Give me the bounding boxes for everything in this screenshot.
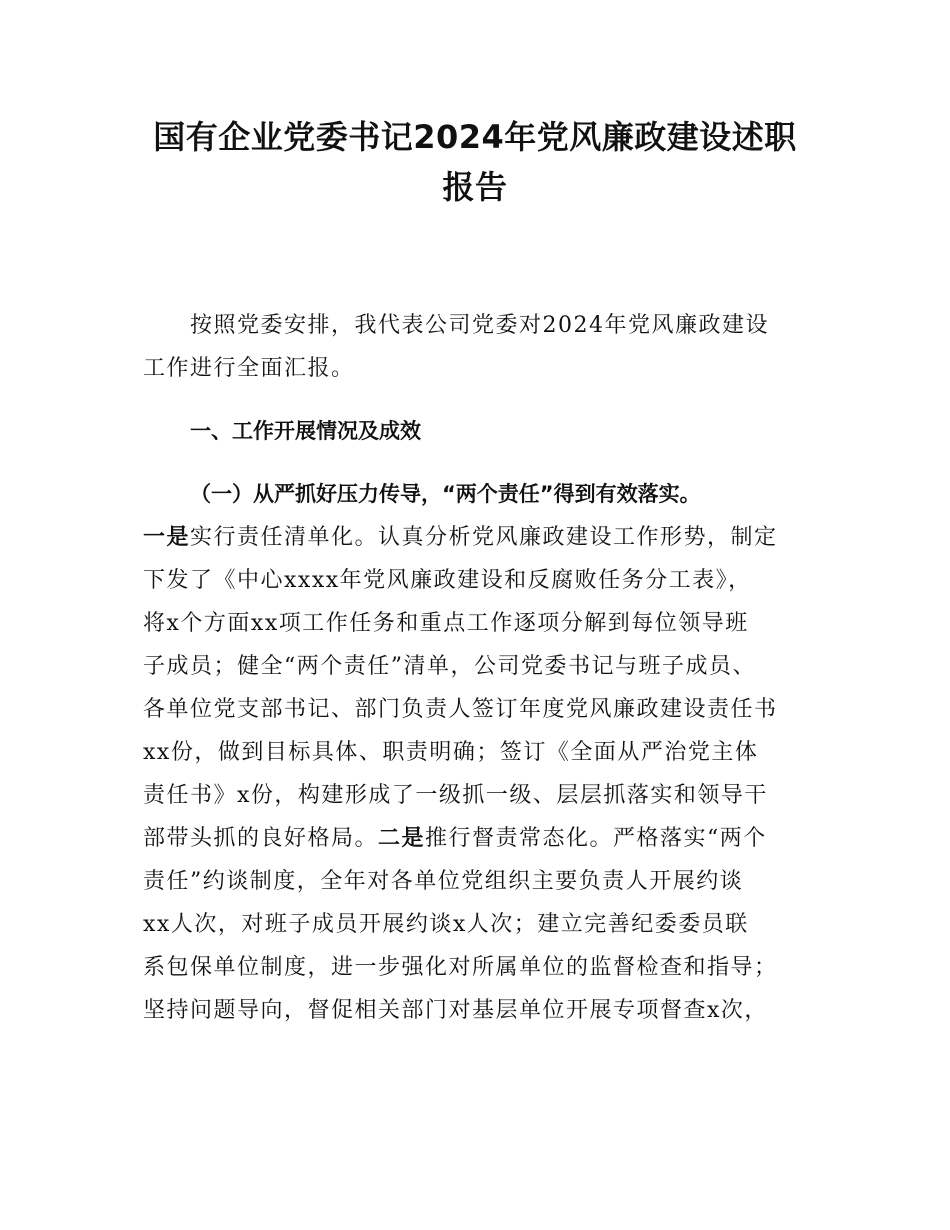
keyword-second: 二是 bbox=[378, 826, 426, 851]
paragraph-line-2: 下发了《中心xxxx年党风廉政建设和反腐败任务分工表》， bbox=[143, 568, 752, 593]
intro-line-1: 按照党委安排，我代表公司党委对2024年党风廉政建设 bbox=[190, 313, 769, 338]
section-heading-1: 一、工作开展情况及成效 bbox=[190, 419, 421, 443]
paragraph-line-12: 坚持问题导向，督促相关部门对基层单位开展专项督查x次， bbox=[143, 998, 768, 1023]
paragraph-line-8-pre: 部带头抓的良好格局。 bbox=[143, 826, 379, 851]
paragraph-line-9: 责任”约谈制度，全年对各单位党组织主要负责人开展约谈 bbox=[143, 869, 744, 894]
intro-line-2: 工作进行全面汇报。 bbox=[143, 356, 355, 381]
paragraph-line-7: 责任书》x份，构建形成了一级抓一级、层层抓落实和领导干 bbox=[143, 783, 768, 808]
title-line-2: 报告 bbox=[442, 168, 508, 206]
paragraph-line-8-text: 推行督责常态化。严格落实“两个 bbox=[425, 826, 767, 851]
paragraph-line-1-text: 实行责任清单化。认真分析党风廉政建设工作形势，制定 bbox=[190, 525, 778, 550]
paragraph-line-8 bbox=[143, 817, 813, 860]
paragraph-line-10: xx人次，对班子成员开展约谈x人次；建立完善纪委委员联 bbox=[143, 912, 749, 937]
paragraph-line-1 bbox=[143, 516, 813, 559]
paragraph-line-11: 系包保单位制度，进一步强化对所属单位的监督检查和指导； bbox=[143, 955, 778, 980]
paragraph-line-5: 各单位党支部书记、部门负责人签订年度党风廉政建设责任书 bbox=[143, 697, 778, 722]
title-line-1: 国有企业党委书记2024年党风廉政建设述职 bbox=[153, 118, 797, 156]
paragraph-line-4: 子成员；健全“两个责任”清单，公司党委书记与班子成员、 bbox=[143, 654, 756, 679]
paragraph-line-6: xx份，做到目标具体、职责明确；签订《全面从严治党主体 bbox=[143, 740, 759, 765]
paragraph-line-3: 将x个方面xx项工作任务和重点工作逐项分解到每位领导班 bbox=[143, 611, 749, 636]
keyword-first: 一是 bbox=[143, 525, 191, 550]
document-title bbox=[120, 112, 830, 212]
subsection-heading-1: （一）从严抓好压力传导，“两个责任”得到有效落实。 bbox=[190, 482, 701, 506]
document-body bbox=[143, 304, 813, 1032]
